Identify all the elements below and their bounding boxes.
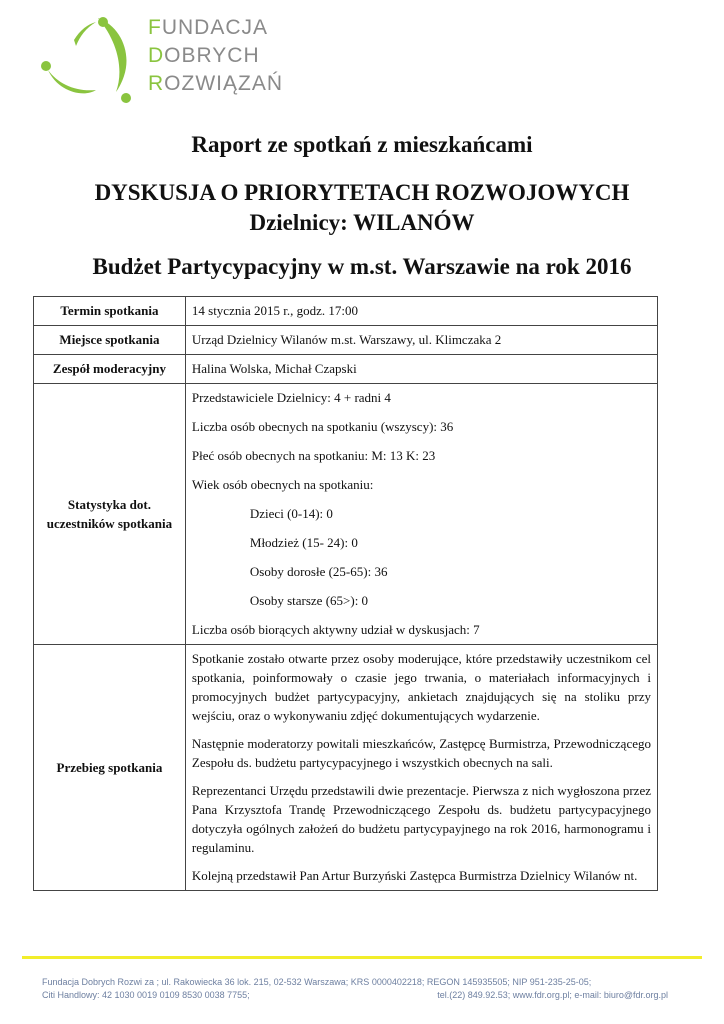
logo-line-1: FUNDACJA	[148, 16, 269, 39]
stat-line-age: Osoby starsze (65>): 0	[249, 593, 369, 608]
zespol-value: Halina Wolska, Michał Czapski	[185, 355, 657, 384]
termin-label: Termin spotkania	[34, 297, 186, 326]
miejsce-value: Urząd Dzielnicy Wilanów m.st. Warszawy, ul. Klimczaka 2	[185, 326, 657, 355]
table-row-statystyka	[34, 384, 658, 645]
table-row-przebieg	[34, 645, 658, 891]
subtitle-line-2: Dzielnicy: WILANÓW	[249, 210, 475, 235]
logo-line-2: DOBRYCH	[148, 44, 260, 67]
stat-line-age: Dzieci (0-14): 0	[249, 506, 333, 521]
statystyka-label: Statystyka dot. uczestników spotkania	[34, 384, 186, 645]
logo-wordmark	[148, 14, 283, 98]
budget-title: Budżet Partycypacyjny w m.st. Warszawie na rok 2016	[92, 254, 632, 279]
przebieg-value	[185, 645, 657, 891]
footer-line-2	[42, 989, 668, 1002]
footer	[42, 976, 668, 1002]
miejsce-label: Miejsce spotkania	[34, 326, 186, 355]
przebieg-paragraph: Kolejną przedstawił Pan Artur Burzyński Zastępca Burmistrza Dzielnicy Wilanów nt.	[191, 868, 638, 883]
stat-line: Płeć osób obecnych na spotkaniu: M: 13 K: 23	[191, 448, 436, 463]
meeting-info-table	[33, 296, 658, 891]
logo-line-3: ROZWIĄZAŃ	[148, 72, 283, 95]
report-subtitle	[0, 178, 724, 238]
zespol-label: Zespół moderacyjny	[34, 355, 186, 384]
table-row-miejsce	[34, 326, 658, 355]
stat-line-age: Młodzież (15- 24): 0	[249, 535, 358, 550]
subtitle-line-1: DYSKUSJA O PRIORYTETACH ROZWOJOWYCH	[94, 180, 630, 205]
termin-value: 14 stycznia 2015 r., godz. 17:00	[185, 297, 657, 326]
foundation-logo	[40, 12, 300, 104]
footer-contact: tel.(22) 849.92.53; www.fdr.org.pl; e-mail: biuro@fdr.org.pl	[437, 990, 668, 1000]
table-row-zespol	[34, 355, 658, 384]
report-title: Raport ze spotkań z mieszkańcami	[191, 132, 533, 157]
footer-address: Fundacja Dobrych Rozwi za ; ul. Rakowiecka 36 lok. 215, 02-532 Warszawa; KRS 0000402218; REGON 145935505; NIP 951-235-25-05;	[42, 977, 592, 987]
stat-line: Wiek osób obecnych na spotkaniu:	[191, 477, 374, 492]
logo-mark-icon	[40, 12, 140, 104]
stat-line: Liczba osób obecnych na spotkaniu (wszyscy): 36	[191, 419, 454, 434]
stat-line: Liczba osób biorących aktywny udział w dyskusjach: 7	[191, 622, 480, 637]
przebieg-label: Przebieg spotkania	[34, 645, 186, 891]
przebieg-paragraph: Następnie moderatorzy powitali mieszkańców, Zastępcę Burmistrza, Przewodniczącego Zespołu ds. budżetu partycypacyjnego i wszystkich obecnych na sali.	[191, 736, 651, 770]
stat-line: Przedstawiciele Dzielnicy: 4 + radni 4	[191, 390, 391, 405]
przebieg-paragraph: Reprezentanci Urzędu przedstawili dwie prezentacje. Pierwsza z nich wygłoszona przez Pana Krzysztofa Trandę Przewodniczącego Zespołu ds. budżetu partycypacyjnego dotyczyła ogólnych założeń do budżetu partycypayjnego na rok 2016, harmonogramu i regulaminu.	[191, 783, 651, 855]
statystyka-value	[185, 384, 657, 645]
stat-line-age: Osoby dorosłe (25-65): 36	[249, 564, 388, 579]
footer-bank: Citi Handlowy: 42 1030 0019 0109 8530 0038 7755;	[42, 990, 250, 1000]
przebieg-paragraph: Spotkanie zostało otwarte przez osoby moderujące, które przedstawiły uczestnikom cel spotkania, poinformowały o czasie jego trwania, o materiałach informacyjnych i promocyjnych budżet partycypacyjny, ankietach znajdujących się na stoliku przy wejściu, oraz o wykonywaniu zdjęć dokumentujących wydarzenie.	[191, 651, 651, 723]
footer-line-1	[42, 976, 668, 989]
footer-divider	[22, 956, 702, 959]
table-row-termin	[34, 297, 658, 326]
